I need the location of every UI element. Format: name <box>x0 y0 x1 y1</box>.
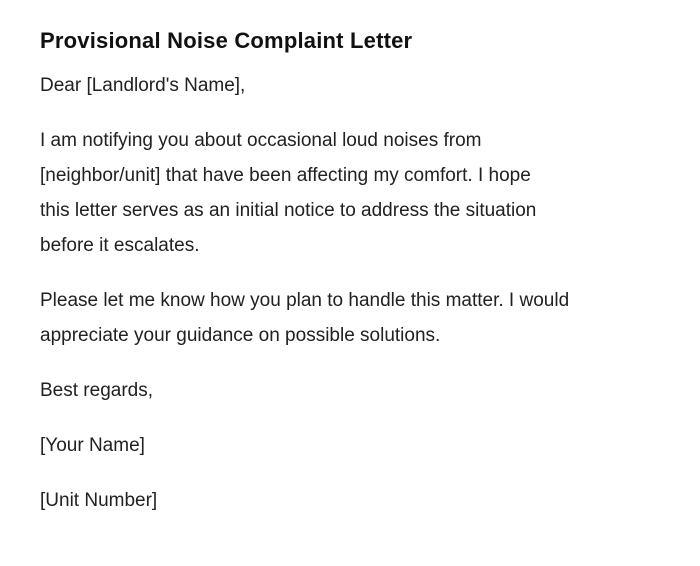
paragraph-line: I am notifying you about occasional loud noises from <box>40 130 482 151</box>
signature-unit: [Unit Number] <box>40 490 158 511</box>
paragraph-line: this letter serves as an initial notice to address the situation <box>40 200 537 221</box>
letter-title: Provisional Noise Complaint Letter <box>40 28 413 53</box>
paragraph-line: before it escalates. <box>40 235 200 256</box>
paragraph-line: Please let me know how you plan to handle this matter. I would <box>40 290 570 311</box>
closing: Best regards, <box>40 380 153 401</box>
body-paragraph-2 <box>40 283 652 353</box>
signature-name: [Your Name] <box>40 435 145 456</box>
salutation: Dear [Landlord's Name], <box>40 75 246 96</box>
paragraph-line: appreciate your guidance on possible solutions. <box>40 325 441 346</box>
body-paragraph-1 <box>40 123 652 263</box>
paragraph-line: [neighbor/unit] that have been affecting my comfort. I hope <box>40 165 531 186</box>
